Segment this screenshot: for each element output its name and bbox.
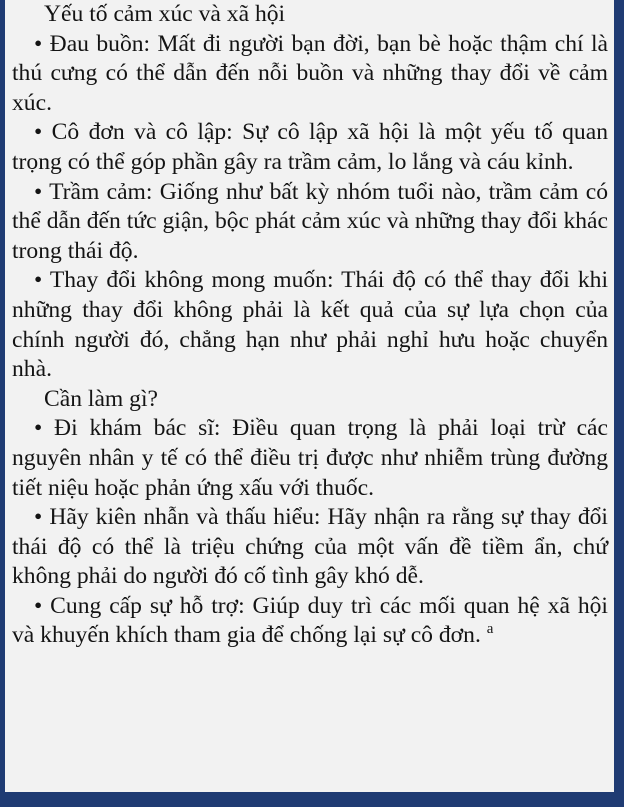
list-item-grief: • Đau buồn: Mất đi người bạn đời, bạn bè hoặc thậm chí là thú cưng có thể dẫn đến nỗi buồn và những thay đổi về cảm xúc.	[12, 30, 608, 116]
footnote-marker: a	[486, 621, 494, 638]
section-heading-emotional-social: Yếu tố cảm xúc và xã hội	[44, 1, 286, 27]
support-text: • Cung cấp sự hỗ trợ: Giúp duy trì các mối quan hệ xã hội và khuyến khích tham gia để chống lại sự cô đơn.	[12, 592, 608, 649]
list-item-provide-support	[12, 592, 608, 651]
list-item-unwanted-change: • Thay đổi không mong muốn: Thái độ có thể thay đổi khi những thay đổi không phải là kết quả của sự lựa chọn của chính người đó, chẳng hạn như phải nghỉ hưu hoặc chuyển nhà.	[12, 267, 608, 383]
list-item-see-doctor: • Đi khám bác sĩ: Điều quan trọng là phải loại trừ các nguyên nhân y tế có thể điều trị được như nhiễm trùng đường tiết niệu hoặc phản ứng xấu với thuốc.	[12, 415, 608, 501]
document-content	[12, 0, 608, 651]
list-item-loneliness: • Cô đơn và cô lập: Sự cô lập xã hội là một yếu tố quan trọng có thể góp phần gây ra trầm cảm, lo lắng và cáu kỉnh.	[12, 119, 608, 175]
list-item-depression: • Trầm cảm: Giống như bất kỳ nhóm tuổi nào, trầm cảm có thể dẫn đến tức giận, bộc phát cảm xúc và những thay đổi khác trong thái độ.	[12, 178, 608, 264]
section-heading-what-to-do: Cần làm gì?	[44, 385, 159, 412]
document-page	[5, 0, 614, 792]
list-item-be-patient: • Hãy kiên nhẫn và thấu hiểu: Hãy nhận ra rằng sự thay đổi thái độ có thể là triệu chứng của một vấn đề tiềm ẩn, chứ không phải do người đó cố tình gây khó dễ.	[12, 504, 608, 590]
